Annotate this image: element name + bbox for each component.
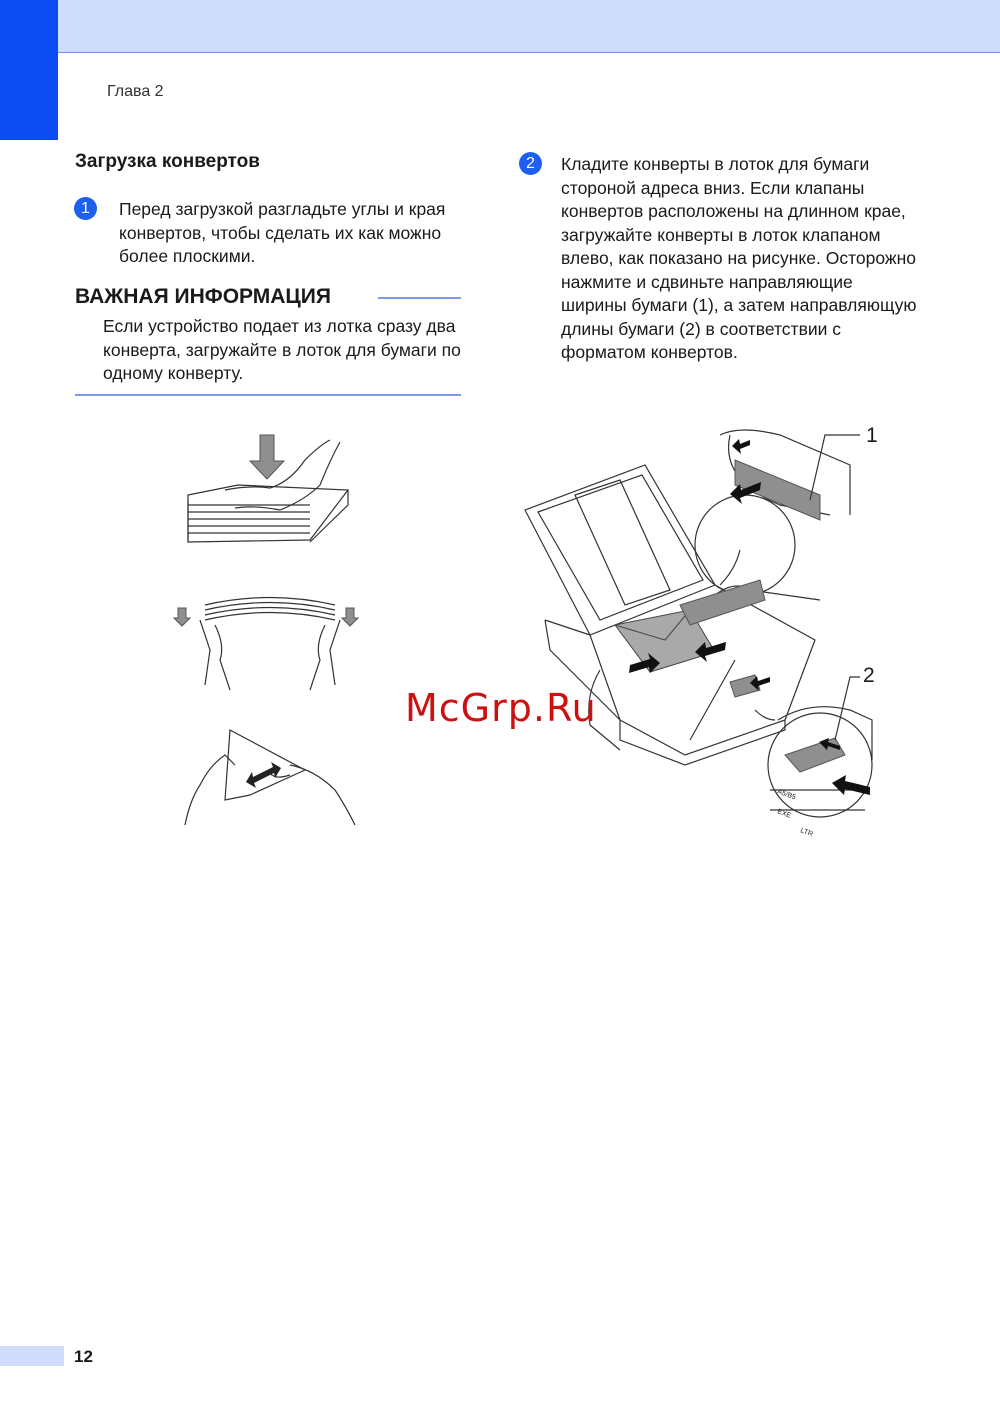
chapter-label: Глава 2 (107, 83, 164, 100)
step-2-text: Кладите конверты в лоток для бумаги стороной адреса вниз. Если клапаны конвертов расположены на длинном крае, загружайте конверты в лоток клапаном влево, как показано на рисунке. Осторожно нажмите и сдвиньте направляющие ширины бумаги (1), а затем направляющую длины бумаги (2) в соответствии с форматом конвертов. (561, 154, 917, 362)
guide-label: EXE (776, 808, 792, 820)
chapter-tab (0, 0, 58, 140)
guide-label: A5/B5 (776, 788, 797, 802)
important-rule-top (378, 297, 461, 299)
watermark: McGrp.Ru (405, 686, 597, 730)
header-band (0, 0, 1000, 53)
important-text: Если устройство подает из лотка сразу два конверта, загружайте в лоток для бумаги по одному конверту. (103, 316, 461, 383)
width-guide (680, 580, 765, 625)
envelope-flatten-illustration (175, 725, 365, 830)
section-title: Загрузка конвертов (75, 151, 260, 172)
double-arrow-icon (246, 762, 281, 788)
callout-length-guide: 2 (863, 664, 875, 687)
left-bend-arrow-icon (174, 608, 190, 626)
callout-width-guide: 1 (866, 424, 878, 447)
step-2-number: 2 (519, 152, 542, 175)
page-number: 12 (74, 1347, 93, 1366)
slide-arrow-icon (832, 775, 870, 795)
paper-tray-illustration (520, 420, 890, 845)
slide-arrow-icon (732, 439, 750, 454)
footer-band (0, 1346, 64, 1366)
envelope-stack-illustration (180, 430, 360, 555)
envelope-bend-illustration (170, 590, 370, 695)
down-arrow-icon (250, 435, 284, 479)
step-1-number: 1 (74, 197, 97, 220)
length-guide (785, 738, 845, 772)
important-rule-bottom (75, 394, 461, 396)
step-1-text: Перед загрузкой разгладьте углы и края конвертов, чтобы сделать их как можно более плоскими. (119, 199, 446, 266)
right-bend-arrow-icon (342, 608, 358, 626)
important-title: ВАЖНАЯ ИНФОРМАЦИЯ (75, 285, 331, 308)
guide-label: LTR (799, 827, 814, 839)
